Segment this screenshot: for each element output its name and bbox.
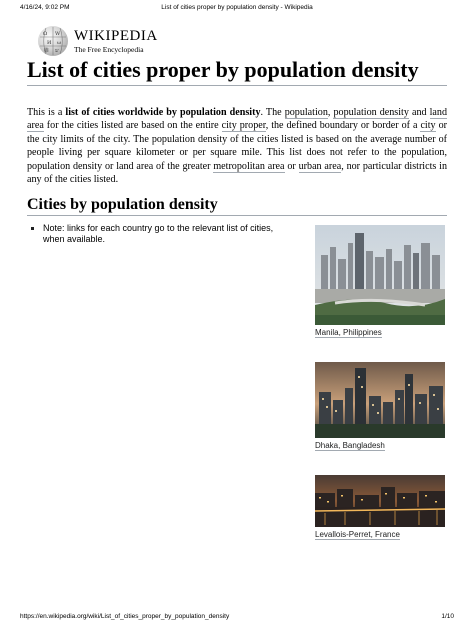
levallois-perret-image[interactable] xyxy=(315,475,445,527)
svg-text:И: И xyxy=(47,40,52,46)
figure-caption xyxy=(315,441,445,450)
print-date: 4/16/24, 9:02 PM xyxy=(20,4,70,11)
print-footer xyxy=(20,613,454,625)
intro-text: or the city limits of the city. The population density of the cities listed is based on the average number of people living per square kilometer or per square mile. This list does not refer to the population, population density or land area of the greater xyxy=(27,120,447,172)
philippines-link[interactable]: Philippines xyxy=(343,328,382,337)
intro-text: , xyxy=(327,107,334,118)
intro-text: , the defined boundary or border of a xyxy=(265,120,421,132)
urban-area-link[interactable]: urban area xyxy=(298,160,342,172)
metropolitan-area-link[interactable]: metropolitan area xyxy=(213,160,285,172)
intro-text: , nor particular districts in any of the cities listed. xyxy=(27,160,448,186)
city-link[interactable]: city xyxy=(420,120,436,132)
print-url: https://en.wikipedia.org/wiki/List_of_cities_proper_by_population_density xyxy=(20,613,230,620)
population-density-link[interactable]: population density xyxy=(333,107,409,118)
intro-text: or xyxy=(284,160,299,172)
intro-bold-text: list of cities worldwide by population density xyxy=(65,107,261,118)
page-title: List of cities proper by population density xyxy=(27,57,419,82)
dhaka-link[interactable]: Dhaka xyxy=(315,441,339,450)
svg-text:ש: ש xyxy=(55,48,59,54)
section-divider xyxy=(27,215,447,216)
france-link[interactable]: France xyxy=(375,530,400,539)
figure-dhaka xyxy=(315,362,445,450)
figure-caption xyxy=(315,328,445,337)
section-heading: Cities by population density xyxy=(27,196,218,213)
wordmark: WIKIPEDIA xyxy=(74,28,158,44)
title-divider xyxy=(27,85,447,86)
puzzle-globe-icon xyxy=(38,26,68,56)
city-proper-link[interactable]: city proper xyxy=(221,120,266,132)
intro-text: and xyxy=(408,107,430,118)
svg-text:ω: ω xyxy=(57,40,62,46)
print-title: List of cities proper by population density - Wikipedia xyxy=(161,4,313,11)
caption-separator: , xyxy=(338,441,343,450)
intro-text: for the cities listed are based on the entire xyxy=(43,120,222,132)
caption-separator: , xyxy=(370,530,376,539)
land-area-link[interactable]: land area xyxy=(27,107,448,132)
figure-manila xyxy=(315,225,445,337)
svg-text:維: 維 xyxy=(44,48,50,54)
note-text: Note: links for each country go to the relevant list of cities, when available. xyxy=(43,223,274,244)
caption-separator: , xyxy=(338,328,344,337)
figure-levallois-perret xyxy=(315,475,445,539)
figure-caption xyxy=(315,530,445,539)
manila-skyline-image[interactable] xyxy=(315,225,445,325)
intro-text: This is a xyxy=(27,107,66,118)
svg-text:Ω: Ω xyxy=(43,31,48,37)
manila-link[interactable]: Manila xyxy=(315,328,339,337)
bangladesh-link[interactable]: Bangladesh xyxy=(342,441,385,450)
print-header xyxy=(20,4,454,16)
bullet-icon xyxy=(31,227,34,230)
page-number: 1/10 xyxy=(441,613,454,620)
intro-text: . The xyxy=(260,107,285,118)
levallois-perret-link[interactable]: Levallois-Perret xyxy=(315,530,371,539)
tagline: The Free Encyclopedia xyxy=(74,45,144,54)
svg-text:W: W xyxy=(55,31,61,37)
intro-paragraph xyxy=(27,106,447,186)
wikipedia-logo[interactable] xyxy=(38,26,158,58)
dhaka-skyline-image[interactable] xyxy=(315,362,445,438)
population-link[interactable]: population xyxy=(284,107,328,118)
